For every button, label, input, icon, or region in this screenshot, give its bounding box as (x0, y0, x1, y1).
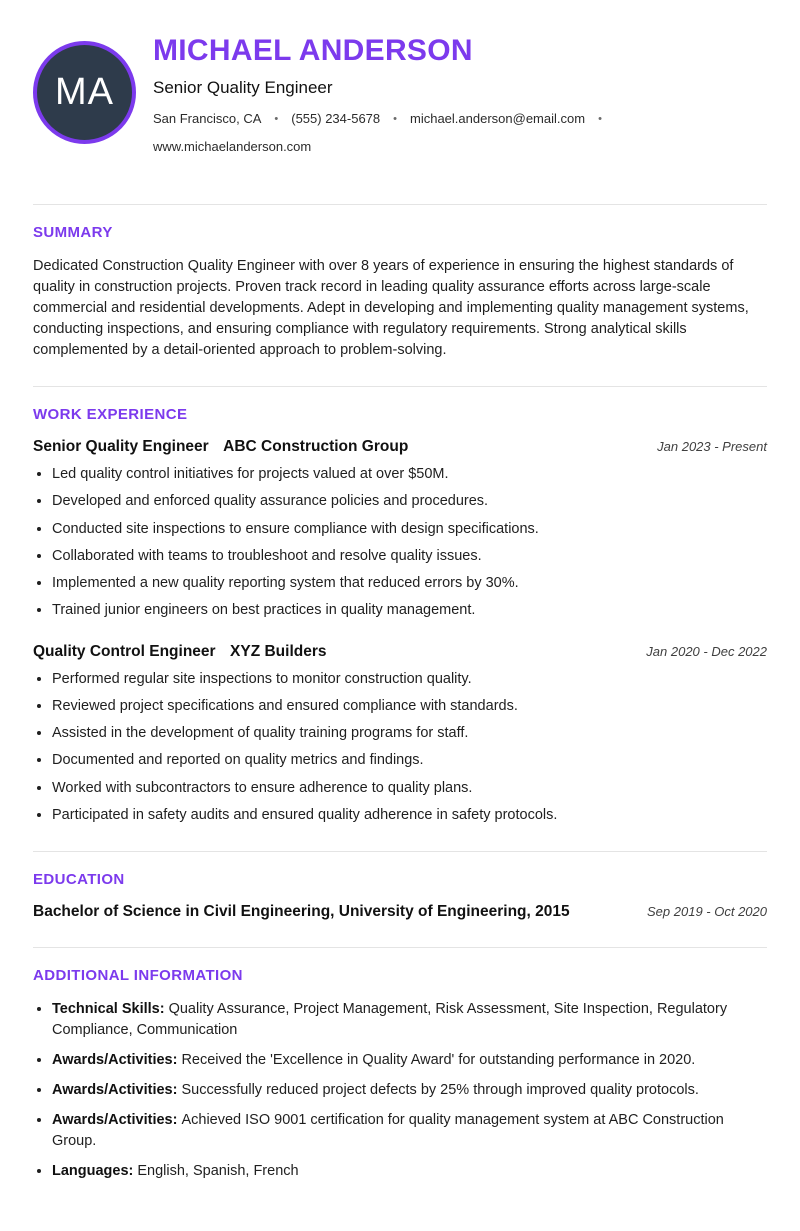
info-item-text: Received the 'Excellence in Quality Award' for outstanding performance in 2020. (181, 1052, 696, 1069)
contact-row (153, 111, 767, 154)
education-dates: Sep 2019 - Oct 2020 (647, 904, 767, 920)
info-item-text: Successfully reduced project defects by 25% through improved quality protocols. (181, 1082, 699, 1099)
bullet-separator-icon: • (274, 112, 279, 125)
section-summary (33, 204, 767, 360)
job-bullet: • Trained junior engineers on best practices in quality management. (52, 601, 767, 621)
info-item-label: Awards/Activities: (52, 1052, 178, 1069)
avatar (33, 41, 136, 144)
info-list (33, 999, 767, 1182)
info-item-text: Achieved ISO 9001 certification for quality management system at ABC Construction Group. (52, 1112, 724, 1150)
avatar-initials: MA (55, 70, 114, 113)
job-bullet: • Participated in safety audits and ensured quality adherence in safety protocols. (52, 806, 767, 826)
contact-phone: (555) 234-5678 (291, 111, 381, 126)
job-company: XYZ Builders (230, 643, 327, 661)
contact-website: www.michaelanderson.com (153, 139, 312, 154)
job-role: Quality Control Engineer (33, 643, 216, 661)
info-item-text: Quality Assurance, Project Management, Risk Assessment, Site Inspection, Regulatory Compliance, Communication (52, 1001, 728, 1039)
education-entry (33, 903, 767, 921)
section-work-experience (33, 386, 767, 825)
info-item-text: English, Spanish, French (137, 1163, 299, 1180)
job-header (33, 438, 767, 456)
bullet-separator-icon: • (598, 112, 602, 125)
info-item (52, 1110, 767, 1152)
job-bullet: • Worked with subcontractors to ensure adherence to quality plans. (52, 779, 767, 799)
header-text (153, 30, 767, 154)
contact-location: San Francisco, CA (153, 111, 262, 126)
info-item (52, 1080, 767, 1101)
info-item (52, 1161, 767, 1182)
job-bullet: • Led quality control initiatives for projects valued at over $50M. (52, 465, 767, 485)
info-item-label: Technical Skills: (52, 1001, 165, 1018)
job-bullet: • Reviewed project specifications and ensured compliance with standards. (52, 697, 767, 717)
job-header (33, 643, 767, 661)
work-experience-heading: WORK EXPERIENCE (33, 406, 188, 424)
job-dates: Jan 2020 - Dec 2022 (646, 644, 767, 660)
section-education (33, 851, 767, 921)
additional-information-heading: ADDITIONAL INFORMATION (33, 967, 243, 985)
person-title: Senior Quality Engineer (153, 78, 333, 97)
job-role: Senior Quality Engineer (33, 438, 209, 456)
job-entry (33, 438, 767, 620)
job-bullet: • Assisted in the development of quality training programs for staff. (52, 724, 767, 744)
job-bullet: • Documented and reported on quality metrics and findings. (52, 751, 767, 771)
summary-text: Dedicated Construction Quality Engineer with over 8 years of experience in ensuring the highest standards of quality in construction projects. Proven track record in leading quality assurance efforts across large-scale commercial and residential developments. Adept in developing and implementing quality management systems, conducting inspections, and ensuring compliance with regulatory requirements. Strong analytical skills complemented by a detail-oriented approach to problem-solving. (33, 258, 749, 358)
info-item-label: Awards/Activities: (52, 1112, 178, 1129)
info-item (52, 999, 767, 1041)
resume-header (33, 30, 767, 178)
job-bullet: • Conducted site inspections to ensure compliance with design specifications. (52, 520, 767, 540)
job-title-line (33, 643, 327, 661)
job-bullet: • Implemented a new quality reporting system that reduced errors by 30%. (52, 574, 767, 594)
summary-heading: SUMMARY (33, 224, 113, 241)
bullet-list (33, 670, 767, 825)
job-bullet: • Developed and enforced quality assurance policies and procedures. (52, 492, 767, 512)
info-item (52, 1050, 767, 1071)
person-name: MICHAEL ANDERSON (153, 34, 473, 67)
job-bullet: • Collaborated with teams to troubleshoot and resolve quality issues. (52, 547, 767, 567)
job-dates: Jan 2023 - Present (657, 439, 767, 455)
job-title-line (33, 438, 408, 456)
job-entry (33, 643, 767, 825)
info-item-label: Awards/Activities: (52, 1082, 178, 1099)
education-degree: Bachelor of Science in Civil Engineering, University of Engineering, 2015 (33, 903, 570, 921)
section-additional-information (33, 947, 767, 1182)
job-company: ABC Construction Group (223, 438, 409, 456)
bullet-list (33, 465, 767, 620)
contact-email: michael.anderson@email.com (410, 111, 586, 126)
bullet-separator-icon: • (393, 112, 397, 125)
info-item-label: Languages: (52, 1163, 134, 1180)
job-bullet: • Performed regular site inspections to monitor construction quality. (52, 670, 767, 690)
education-heading: EDUCATION (33, 871, 125, 889)
